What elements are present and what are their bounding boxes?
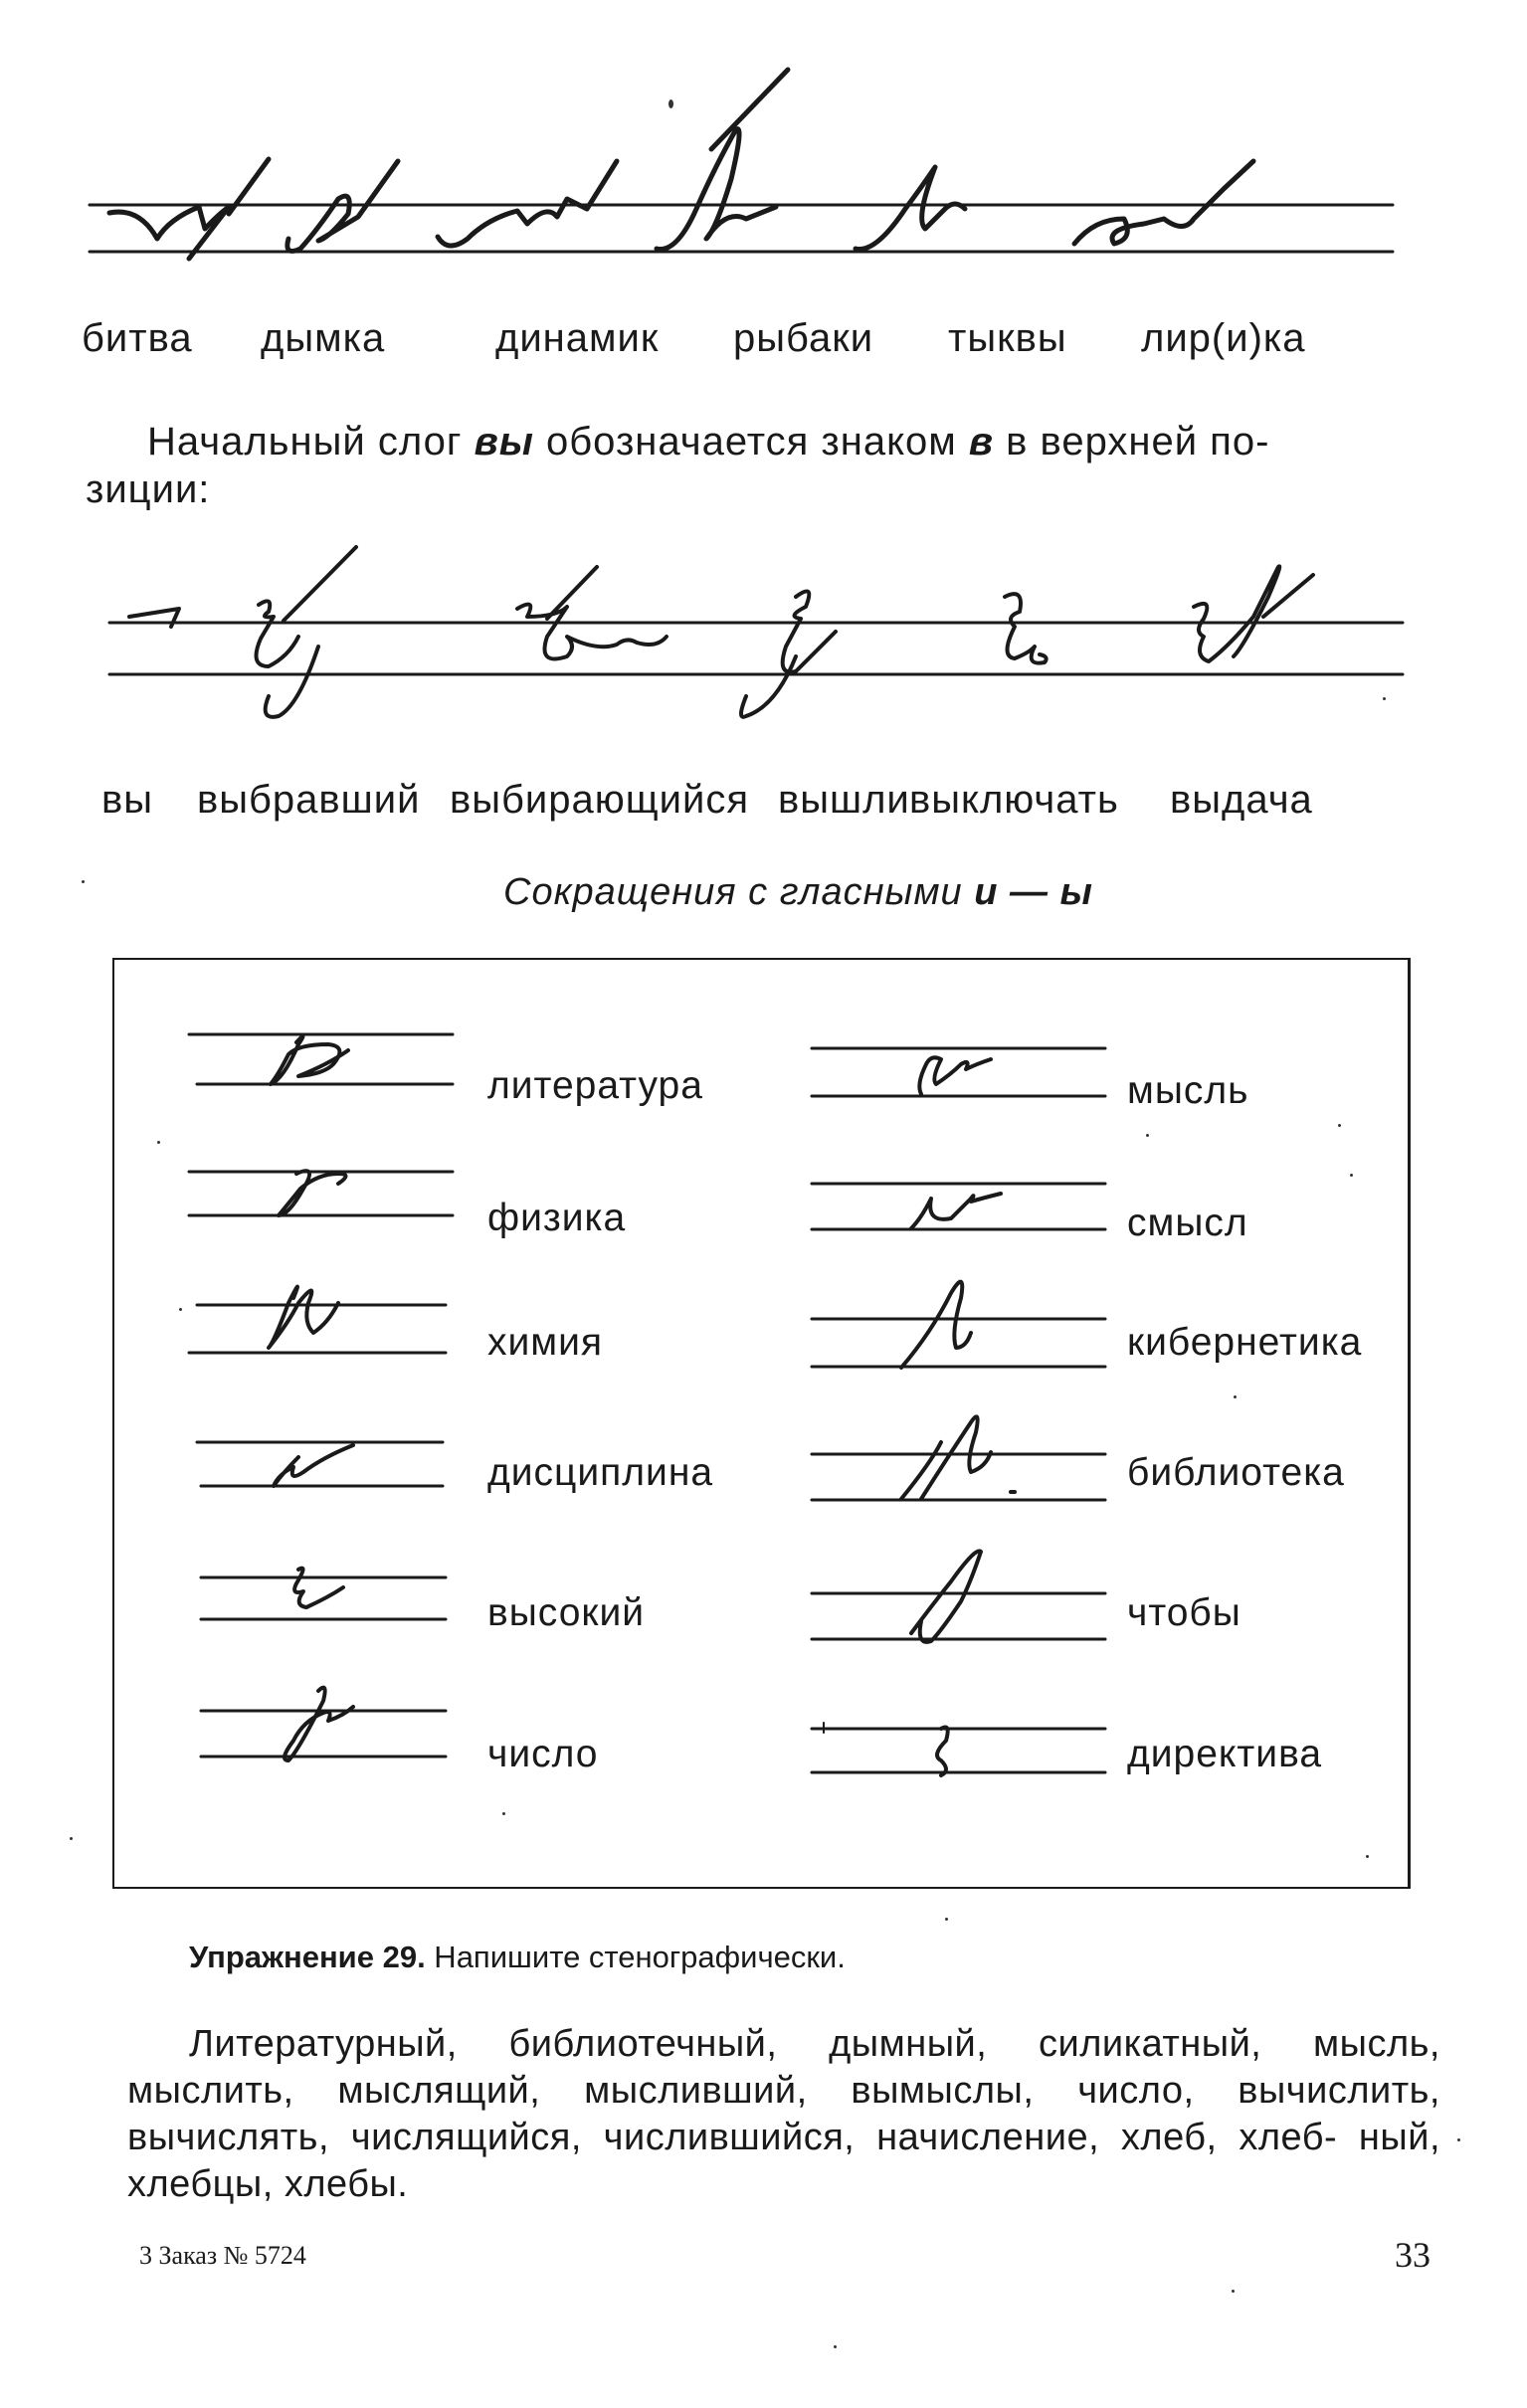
rule-text-part3: в верхней по- bbox=[994, 420, 1270, 463]
page-number: 33 bbox=[1395, 2235, 1431, 2275]
abbreviations-right-shorthand bbox=[802, 1005, 1130, 1800]
abbreviation-left-4: дисциплина bbox=[487, 1451, 714, 1494]
abbreviation-right-4: библиотека bbox=[1127, 1451, 1345, 1494]
abbreviation-left-2: физика bbox=[487, 1197, 627, 1239]
abbreviation-left-1: литература bbox=[487, 1064, 703, 1107]
abbreviation-right-5: чтобы bbox=[1127, 1591, 1241, 1634]
abbreviation-right-6: директива bbox=[1127, 1733, 1323, 1775]
row1-word-6: лир(и)ка bbox=[1141, 316, 1306, 360]
row2-word-2: выбравший bbox=[197, 778, 421, 822]
row1-word-3: динамик bbox=[495, 316, 660, 360]
abbreviations-left-shorthand bbox=[179, 1005, 468, 1800]
footer-print-order: 3 Заказ № 5724 bbox=[139, 2241, 306, 2270]
row1-word-4: рыбаки bbox=[733, 316, 874, 360]
abbreviation-left-6: число bbox=[487, 1733, 599, 1775]
rule-sign: в bbox=[968, 420, 995, 463]
abbreviation-left-3: химия bbox=[487, 1321, 604, 1364]
exercise-title bbox=[189, 1940, 846, 1975]
exercise-instruction: Напишите стенографически. bbox=[425, 1940, 846, 1974]
exercise-label: Упражнение 29. bbox=[189, 1940, 426, 1974]
exercise-text-content: Литературный, библиотечный, дымный, силикатный, мысль, мыслить, мыслящий, мысливший, вымыслы, число, вычислить, вычислять, числящийся, числившийся, начисление, хлеб, хлеб- ный, хлебцы, хлебы. bbox=[127, 2023, 1440, 2205]
row2-word-6: выдача bbox=[1170, 778, 1313, 822]
abbreviations-heading-vowels: и — ы bbox=[974, 871, 1093, 913]
abbreviation-left-5: высокий bbox=[487, 1591, 646, 1634]
row1-word-1: битва bbox=[82, 316, 193, 360]
row1-word-2: дымка bbox=[261, 316, 386, 360]
row2-word-3: выбирающийся bbox=[450, 778, 750, 822]
rule-syllable: вы bbox=[474, 420, 534, 463]
rule-paragraph bbox=[86, 418, 1399, 513]
abbreviation-right-2: смысл bbox=[1127, 1202, 1248, 1244]
row2-word-5: выключать bbox=[909, 778, 1119, 822]
rule-text-part2: обозначается знаком bbox=[533, 420, 969, 463]
row2-word-1: вы bbox=[101, 778, 153, 822]
shorthand-row-2 bbox=[99, 557, 1432, 736]
abbreviations-heading-text: Сокращения с гласными bbox=[503, 871, 975, 913]
abbreviation-right-1: мысль bbox=[1127, 1069, 1249, 1112]
rule-text-line2: зиции: bbox=[86, 467, 211, 511]
rule-text-part1: Начальный слог bbox=[147, 420, 475, 463]
row1-word-5: тыквы bbox=[948, 316, 1067, 360]
row2-word-4: вышли bbox=[778, 778, 910, 822]
abbreviations-heading bbox=[503, 871, 1093, 914]
exercise-text bbox=[127, 2021, 1440, 2208]
abbreviation-right-3: кибернетика bbox=[1127, 1321, 1363, 1364]
shorthand-row-1 bbox=[80, 90, 1413, 288]
